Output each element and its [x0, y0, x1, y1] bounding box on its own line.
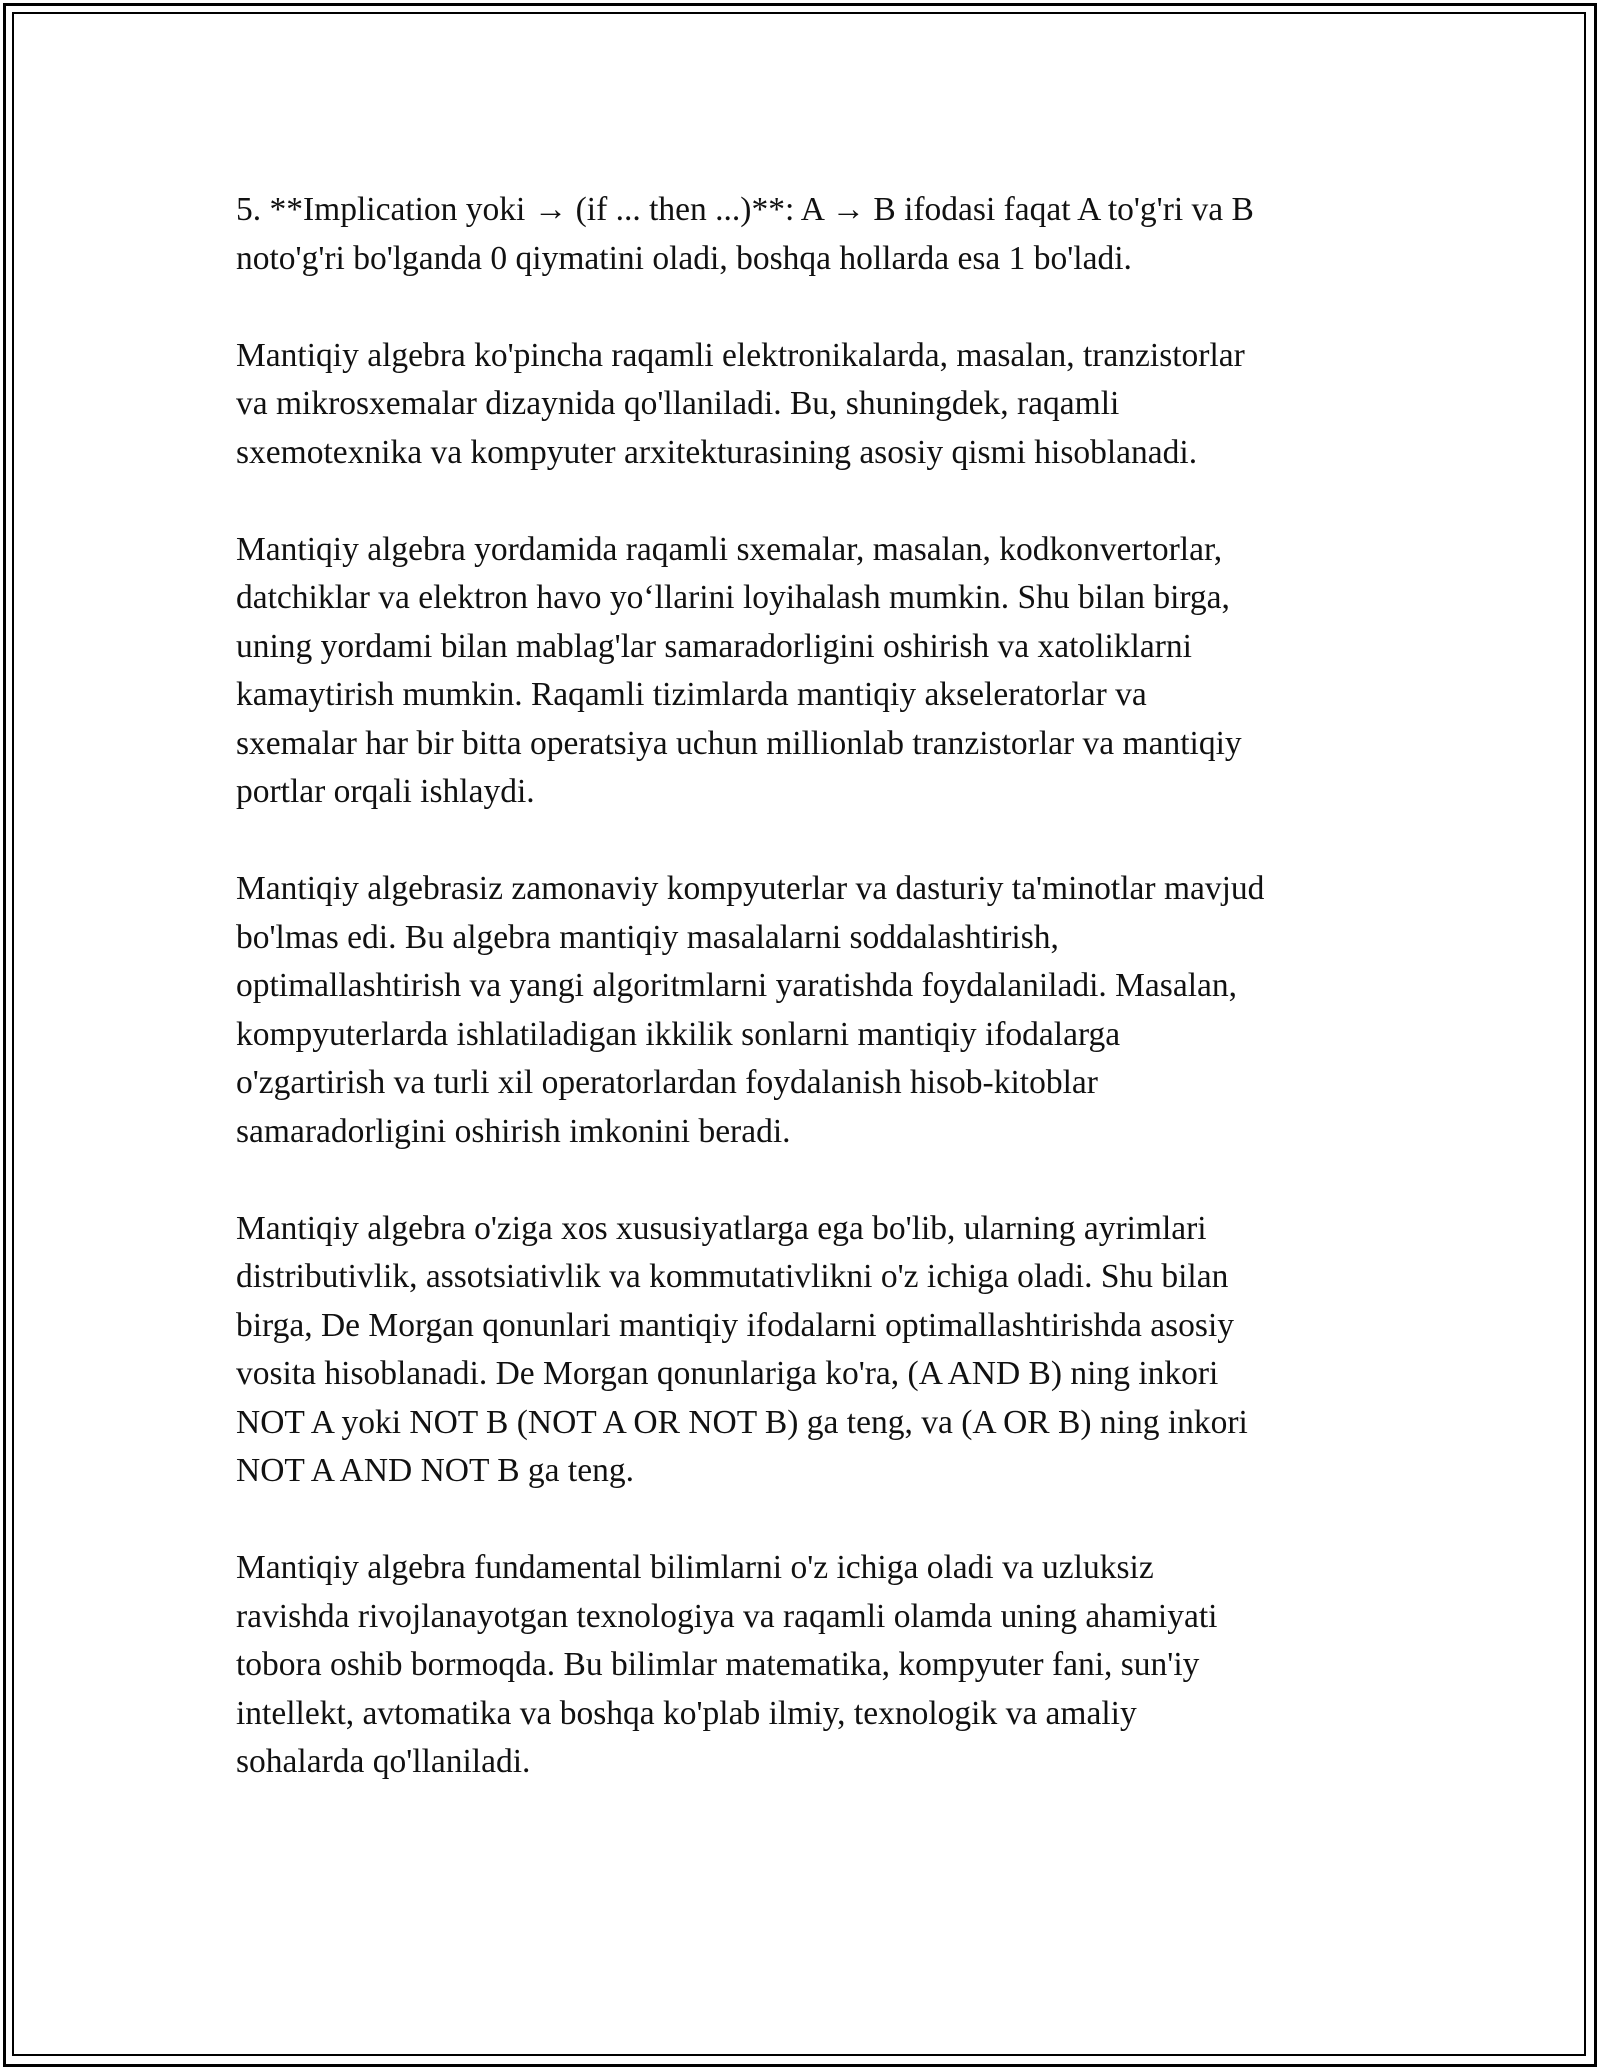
paragraph-implication: 5. **Implication yoki → (if ... then ...)**: A → B ifodasi faqat A to'g'ri va B noto'g'ri bo'lganda 0 qiymatini oladi, boshqa hollarda esa 1 bo'ladi. — [236, 191, 1254, 277]
paragraph-applications: Mantiqiy algebra ko'pincha raqamli elektronikalarda, masalan, tranzistorlar va mikrosxemalar dizaynida qo'llaniladi. Bu, shuningdek, raqamli sxemotexnika va kompyuter arxitekturasining asosiy qismi hisoblanadi. — [236, 336, 1245, 471]
document-body — [236, 186, 1366, 1835]
paragraph-conclusion: Mantiqiy algebra fundamental bilimlarni o'z ichiga oladi va uzluksiz ravishda rivojlanayotgan texnologiya va raqamli olamda uning ahamiyati tobora oshib bormoqda. Bu bilimlar matematika, kompyuter fani, sun'iy intellekt, avtomatika va boshqa ko'plab ilmiy, texnologik va amaliy sohalarda qo'llaniladi. — [236, 1549, 1218, 1780]
paragraph-computers-software: Mantiqiy algebrasiz zamonaviy kompyuterlar va dasturiy ta'minotlar mavjud bo'lmas edi. Bu algebra mantiqiy masalalarni soddalashtirish, optimallashtirish va yangi algoritmlarni yaratishda foydalaniladi. Masalan, kompyuterlarda ishlatiladigan ikkilik sonlarni mantiqiy ifodalarga o'zgartirish va turli xil operatorlardan foydalanish hisob-kitoblar samaradorligini oshirish imkonini beradi. — [236, 870, 1265, 1150]
paragraph-de-morgan: Mantiqiy algebra o'ziga xos xususiyatlarga ega bo'lib, ularning ayrimlari distributivlik, assotsiativlik va kommutativlikni o'z ichiga oladi. Shu bilan birga, De Morgan qonunlari mantiqiy ifodalarni optimallashtirishda asosiy vosita hisoblanadi. De Morgan qonunlariga ko'ra, (A AND B) ning inkori NOT A yoki NOT B (NOT A OR NOT B) ga teng, va (A OR B) ning inkori NOT A AND NOT B ga teng. — [236, 1209, 1248, 1489]
paragraph-digital-circuits: Mantiqiy algebra yordamida raqamli sxemalar, masalan, kodkonvertorlar, datchiklar va elektron havo yo‘llarini loyihalash mumkin. Shu bilan birga, uning yordami bilan mablag'lar samaradorligini oshirish va xatoliklarni kamaytirish mumkin. Raqamli tizimlarda mantiqiy akseleratorlar va sxemalar har bir bitta operatsiya uchun millionlab tranzistorlar va mantiqiy portlar orqali ishlaydi. — [236, 530, 1242, 810]
